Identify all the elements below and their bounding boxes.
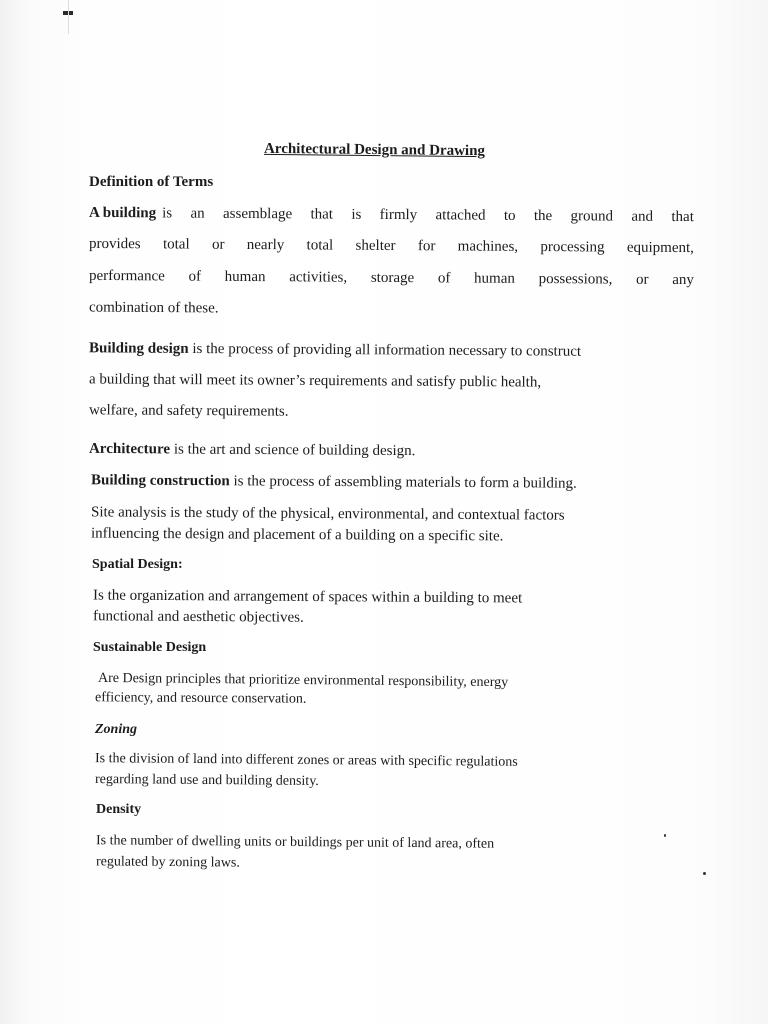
word: nearly: [246, 236, 285, 254]
heading-sustainable-design: Sustainable Design: [93, 640, 207, 655]
word: of: [437, 270, 451, 287]
word: for: [417, 238, 436, 255]
word: is: [351, 206, 362, 223]
paragraph-line: regulated by zoning laws.: [95, 854, 240, 871]
paragraph-line: [89, 268, 694, 289]
word: or: [211, 236, 225, 253]
word: shelter: [355, 237, 396, 255]
paragraph-line: Site analysis is the study of the physical, environmental, and contextual factors: [90, 504, 565, 524]
scan-speck: [664, 834, 666, 837]
line-text: [162, 205, 694, 226]
term-building-design: Building design: [88, 340, 189, 357]
word: performance: [88, 267, 165, 285]
word: that: [671, 208, 694, 226]
paragraph-line: [89, 340, 581, 360]
paragraph-architecture: [89, 441, 416, 460]
word: assemblage: [222, 205, 293, 223]
line-text: is the process of assembling materials to form a building.: [233, 473, 577, 492]
word: equipment,: [626, 239, 694, 257]
heading-spatial-design: Spatial Design:: [92, 557, 183, 572]
word: is: [162, 205, 173, 222]
word: human: [224, 268, 266, 286]
word: to: [503, 207, 516, 224]
paragraph-line: functional and aesthetic objectives.: [92, 608, 304, 626]
paragraph-line: Is the organization and arrangement of spaces within a building to meet: [92, 587, 523, 607]
word: provides: [88, 235, 141, 253]
paragraph-line: [89, 205, 694, 226]
word: firmly: [379, 206, 418, 224]
paragraph-line: Is the number of dwelling units or buildings per unit of land area, often: [95, 833, 495, 852]
paragraph-line: combination of these.: [88, 299, 219, 317]
word: machines,: [457, 238, 519, 255]
paragraph-line: welfare, and safety requirements.: [88, 402, 289, 420]
word: or: [636, 271, 649, 288]
heading-zoning: Zoning: [95, 722, 138, 737]
paragraph-line: influencing the design and placement of a building on a specific site.: [90, 525, 504, 545]
line-text: is the process of providing all information necessary to construct: [192, 341, 582, 360]
word: total: [162, 236, 190, 253]
section-heading: Definition of Terms: [89, 174, 214, 190]
paragraph-building-construction: [91, 472, 577, 492]
word: possessions,: [538, 271, 613, 288]
word: human: [474, 270, 515, 287]
paragraph-line: a building that will meet its owner’s requirements and satisfy public health,: [88, 371, 542, 391]
term-architecture: Architecture: [88, 440, 171, 458]
paragraph-line: [89, 236, 694, 257]
word: any: [672, 271, 695, 289]
scan-speck: [703, 872, 706, 875]
term-building-construction: Building construction: [90, 472, 230, 490]
paragraph-line: Is the division of land into different zones or areas with specific regulations: [94, 751, 518, 770]
word: ground: [570, 208, 614, 225]
scan-edge-line: [68, 0, 69, 34]
word: total: [306, 237, 334, 254]
word: storage: [370, 269, 415, 287]
term-building: A building: [88, 204, 157, 222]
word: and: [631, 208, 654, 225]
paragraph-line: regarding land use and building density.: [94, 772, 319, 789]
word: that: [310, 206, 334, 223]
word: attached: [435, 207, 486, 224]
document-title: Architectural Design and Drawing: [263, 140, 486, 160]
word: the: [533, 207, 553, 225]
paragraph-line: Are Design principles that prioritize environmental responsibility, energy: [97, 670, 509, 691]
word: an: [190, 205, 205, 222]
line-text: is the art and science of building design.: [173, 441, 416, 460]
word: of: [188, 268, 202, 285]
word: activities,: [289, 269, 348, 286]
word: processing: [540, 239, 605, 256]
heading-density: Density: [96, 802, 142, 817]
paragraph-line: efficiency, and resource conservation.: [94, 690, 307, 707]
